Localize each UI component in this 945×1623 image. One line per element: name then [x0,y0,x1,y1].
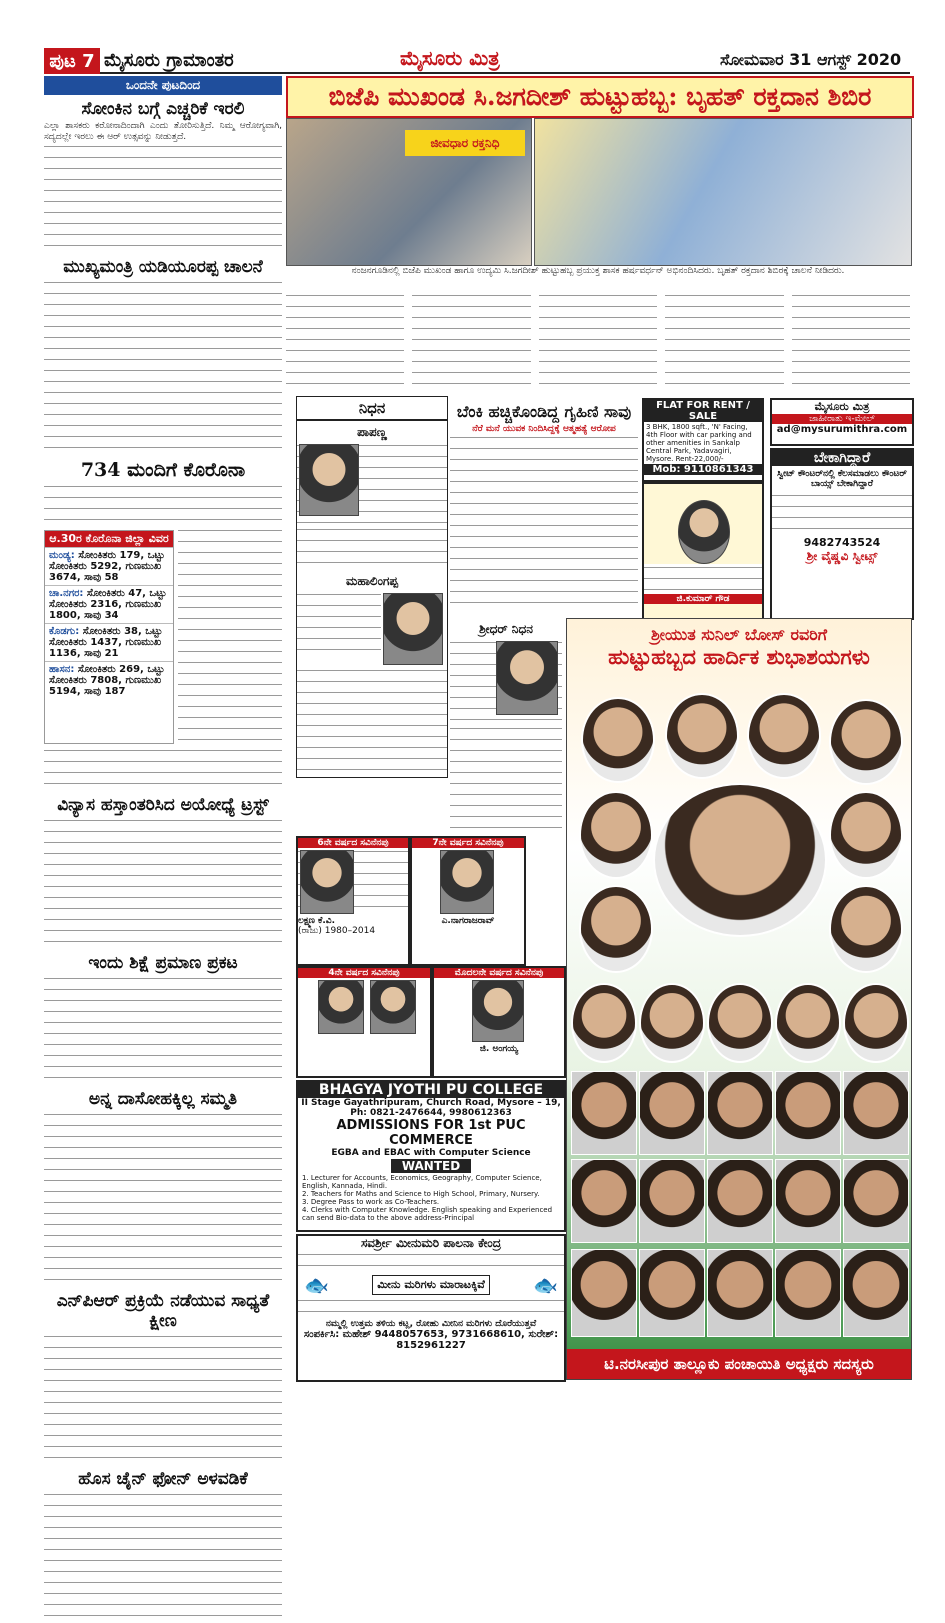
stats-row: ಚಾ.ನಗರ: ಸೋಂಕಿತರು 47, ಒಟ್ಟು ಸೋಂಕಿತರು 2316, ಗುಣಮುಖ 1800, ಸಾವು 34 [45,585,173,623]
issue-date: ಸೋಮವಾರ 31 ಆಗಸ್ಟ್ 2020 [720,50,902,69]
portrait [472,980,524,1042]
portrait [775,1071,841,1155]
portrait [843,983,909,1063]
news-story [450,398,638,610]
portrait [571,1249,637,1337]
portrait [581,697,655,783]
portrait [775,1249,841,1337]
headline: ಸೋಂಕಿನ ಬಗ್ಗೆ ಎಚ್ಚರಿಕೆ ಇರಲಿ [81,99,245,119]
fish-icon: 🐟 [304,1273,329,1297]
portrait [639,1159,705,1243]
portrait [665,693,739,779]
headline: ಮುಖ್ಯಮಂತ್ರಿ ಯಡಿಯೂರಪ್ಪ ಚಾಲನೆ [63,257,263,277]
portrait [843,1071,909,1155]
article-body [44,817,282,949]
article-body [44,747,282,791]
portrait [707,1249,773,1337]
article-body [44,411,282,455]
section-title: ಮೈಸೂರು ಗ್ರಾಮಾಂತರ [104,50,234,71]
portrait [775,983,841,1063]
portrait [747,693,821,779]
stats-wrap [44,527,282,747]
mitra-ad: ಮೈಸೂರು ಮಿತ್ರ ಜಾಹೀರಾತು ಇ-ಮೇಲ್ ad@mysurumithra.com [770,398,914,446]
wanted-ad: ಬೇಕಾಗಿದ್ದಾರೆ ಸ್ವೀಟ್ ಕೌಂಟರ್‌ನಲ್ಲಿ ಕೆಲಸಮಾಡಲು ಕೌಂಟರ್ ಬಾಯ್ಸ್ ಬೇಕಾಗಿದ್ದಾರೆ 9482743524 ಶ್ರೀ ವೈಷ್ಣವಿ ಸ್ವೀಟ್ಸ್ [770,448,914,620]
birthday-greeting-ad: ಶ್ರೀಯುತ ಸುನಿಲ್ ಬೋಸ್ ರವರಿಗೆ ಹುಟ್ಟುಹಬ್ಬದ ಹಾರ್ದಿಕ ಶುಭಾಶಯಗಳು ಟಿ.ನರಸೀಪುರ ತಾಲ್ಲೂಕು ಪಂಚಾಯಿತಿ ಅಧ್ಯಕ್ಷರು ಸದಸ್ಯರು [566,618,912,1380]
article-body [44,1491,282,1623]
stats-side-text [178,527,282,747]
portrait [775,1159,841,1243]
portrait [639,1071,705,1155]
portrait [318,980,364,1034]
main-portrait [653,783,827,937]
page-number: ಪುಟ 7 [44,48,100,74]
left-column [44,76,282,1489]
article-body [44,483,282,527]
portrait [707,1159,773,1243]
headline: ಹೊಸ ಚೈನ್ ಫೋನ್ ಅಳವಡಿಕೆ [78,1469,248,1489]
corona-stats-box [44,530,174,744]
article-body [44,143,282,253]
portrait [383,593,443,665]
portrait [299,444,359,516]
portrait [571,983,637,1063]
portrait [579,791,653,879]
obituary-name: ಪಾಪಣ್ಣ [357,425,387,439]
portrait [440,850,494,914]
headline: ಅನ್ನ ದಾಸೋಹಕ್ಕಿಲ್ಲ ಸಮ್ಮತಿ [88,1089,238,1109]
headline: ಇಂದು ಶಿಕ್ಷೆ ಪ್ರಮಾಣ ಪ್ರಕಟ [88,953,238,973]
flat-rent-ad: FLAT FOR RENT / SALE 3 BHK, 1800 sqft., 'N' Facing, 4th Floor with car parking and other amenities in Sankalp Central Park, Yadavagiri, Mysore. Rent-22,000/- Mob: 9110861343 [642,398,764,482]
continued-kicker: ಒಂದನೇ ಪುಟದಿಂದ [44,76,282,95]
obituary-sridhar: ಶ್ರೀಧರ್ ನಿಧನ [450,618,562,835]
portrait [639,983,705,1063]
portrait [300,850,354,914]
greeting-footer: ಟಿ.ನರಸೀಪುರ ತಾಲ್ಲೂಕು ಪಂಚಾಯಿತಿ ಅಧ್ಯಕ್ಷರು ಸದಸ್ಯರು [567,1349,911,1379]
article-body [44,1243,282,1287]
fish-farm-ad: ಸವರ್ಶ್ರೀ ಮೀನುಮರಿ ಪಾಲನಾ ಕೇಂದ್ರ 🐟 ಮೀನು ಮರಿಗಳು ಮಾರಾಟಕ್ಕಿವೆ 🐟 ನಮ್ಮಲ್ಲಿ ಉತ್ತಮ ತಳಿಯ ಕಟ್ಲ, ರೋಹು ಮೀನಿನ ಮರಿಗಳು ದೊರೆಯುತ್ತವೆ ಸಂಪರ್ಕಿಸಿ: ಮಹೇಶ್ 9448057653, 9731668610, ಸುರೇಶ್: 8152961227 [296,1234,566,1382]
portrait [843,1159,909,1243]
stats-title: ಆ.30ರ ಕೊರೊನಾ ಜಿಲ್ಲಾ ವಿವರ [45,531,173,547]
headline: ವಿನ್ಯಾಸ ಹಸ್ತಾಂತರಿಸಿದ ಅಯೋಧ್ಯೆ ಟ್ರಸ್ಟ್ [57,795,269,815]
article-body [44,1111,282,1243]
fish-icon: 🐟 [533,1273,558,1297]
portrait [639,1249,705,1337]
photo-caption: ನಂಜನಗೂಡಿನಲ್ಲಿ ಬಿಜೆಪಿ ಮುಖಂಡ ಹಾಗೂ ಉದ್ಯಮಿ ಸಿ.ಜಗದೀಶ್ ಹುಟ್ಟುಹಬ್ಬ ಪ್ರಯುಕ್ತ ಶಾಸಕ ಹರ್ಷವರ್ಧನ್ ಅಭಿನಂದಿಸಿದರು. ಬೃಹತ್ ರಕ್ತದಾನ ಶಿಬಿರಕ್ಕೆ ಚಾಲನೆ ನೀಡಿದರು. [351,266,845,276]
portrait [496,641,558,715]
college-name: BHAGYA JYOTHI PU COLLEGE [298,1082,564,1098]
portrait [829,885,903,973]
portrait [571,1071,637,1155]
masthead: ಮೈಸೂರು ಮಿತ್ರ [400,46,500,70]
memorial-ad: 6ನೇ ವರ್ಷದ ಸವಿನೆನಪು ಲಕ್ಷ್ಮಣ ಕೆ.ವಿ. (ರಾಜು) 1980–2014 [296,836,410,966]
portrait [829,791,903,879]
lead-story-body [286,292,910,392]
memorial-ad: 7ನೇ ವರ್ಷದ ಸವಿನೆನಪು ಎ.ನಾಗರಾಜರಾವ್ [410,836,526,966]
obituary-title: ನಿಧನ [297,397,447,421]
portrait [707,1071,773,1155]
headline: 734 ಮಂದಿಗೆ ಕೊರೊನಾ [80,459,246,481]
college-ad: BHAGYA JYOTHI PU COLLEGE II Stage Gayathripuram, Church Road, Mysore – 19, Ph: 0821-2476644, 9980612363 ADMISSIONS FOR 1st PUC COMMERCE EGBA and EBAC with Computer Science WANTED 1. Lecturer for Accounts, Economics, Geography, Computer Science, English, Kannada, Hindi. 2. Teachers for Maths and Science to High School, Primary, Nursery. 3. Degree Pass to work as Co-Teachers. 4. Clerks with Computer Knowledge. English speaking and Experienced can send Bio-data to the above address-Principal [296,1080,566,1232]
subheadline: ನೆರೆ ಮನೆ ಯುವಕ ನಿಂದಿಸಿದ್ದಕ್ಕೆ ಆತ್ಮಹತ್ಯೆ ಆರೋಪ [472,424,616,434]
obituary-name: ಮಹಾಲಿಂಗಪ್ಪ [345,574,399,588]
headline: ಬೆಂಕಿ ಹಚ್ಚಿಕೊಂಡಿದ್ದ ಗೃಹಿಣಿ ಸಾವು [456,402,632,421]
obituary-section [296,396,448,778]
portrait [579,885,653,973]
lead-headline: ಬಿಜೆಪಿ ಮುಖಂಡ ಸಿ.ಜಗದೀಶ್ ಹುಟ್ಟುಹಬ್ಬ: ಬೃಹತ್ ರಕ್ತದಾನ ಶಿಬಿರ [286,76,914,118]
portrait [829,699,903,785]
blood-bank-banner: ಜೀವಧಾರ ರಕ್ತನಿಧಿ [405,130,525,156]
memorial-ad: ಮೊದಲನೇ ವರ್ಷದ ಸವಿನೆನಪು ಜಿ. ಅಂಗಯ್ಯ [432,966,566,1078]
portrait [707,983,773,1063]
stats-row: ಮಂಡ್ಯ: ಸೋಂಕಿತರು 179, ಒಟ್ಟು ಸೋಂಕಿತರು 5292, ಗುಣಮುಖ 3674, ಸಾವು 58 [45,547,173,585]
article-body [44,1333,282,1465]
article-text: ಎಲ್ಲಾ ಶಾಸಕರು ಕರೋನಾದಿಂದಾಗಿ ಎಂದು ತೋರಿಸುತ್ತಿದೆ. ನಿಮ್ಮ ಆರೋಗ್ಯವಾಗಿ, ಸದ್ಯದಲ್ಲೇ ಇರಲು ಈ ಆರ್ ಉತ್ಸವನ್ನು ನೀಡುತ್ತದೆ. [44,121,282,142]
portrait [571,1159,637,1243]
article-body [44,975,282,1085]
memorial-ad: 4ನೇ ವರ್ಷದ ಸವಿನೆನಪು [296,966,432,1078]
article-body [44,279,282,411]
portrait [370,980,416,1034]
portrait [843,1249,909,1337]
stats-row: ಕೊಡಗು: ಸೋಂಕಿತರು 38, ಒಟ್ಟು ಸೋಂಕಿತರು 1437, ಗುಣಮುಖ 1136, ಸಾವು 21 [45,623,173,661]
stats-row: ಹಾಸನ: ಸೋಂಕಿತರು 269, ಒಟ್ಟು ಸೋಂಕಿತರು 7808, ಗುಣಮುಖ 5194, ಸಾವು 187 [45,661,173,699]
headline: ಎನ್‌ಪಿಆರ್ ಪ್ರಕ್ರಿಯೆ ನಡೆಯುವ ಸಾಧ್ಯತೆ ಕ್ಷೀಣ [56,1291,270,1331]
greeting-ad-small: ಜಿ.ಕುಮಾರ್ ಗೌಡ [642,482,764,620]
portrait [678,500,730,564]
event-photo-2 [534,118,912,266]
